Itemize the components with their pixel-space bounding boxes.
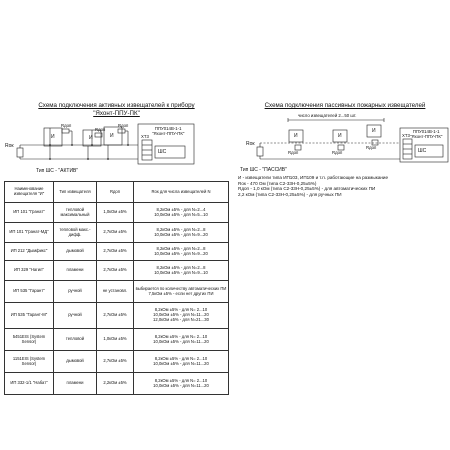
legend-line-3: Rдоп - 1,0 кОм (типа С2-33Н-0,25±5%) - для автоматических ПИ: [238, 186, 376, 192]
left-panel-label: [152, 126, 184, 136]
cell-name: ИП 535 "Гарант-М": [5, 303, 54, 329]
cell-type: пламени: [54, 261, 97, 281]
cell-name: ИП 212 "Дымфикс": [5, 243, 54, 261]
cell-type: тепловой макс.-дифф.: [54, 223, 97, 243]
cell-rok: 8,2кОм ±5% - для N=2...8 10,0кОм ±5% - для N=9...20: [134, 223, 229, 243]
cell-name: ИП 535 "Гарант": [5, 281, 54, 303]
right-detector-3-label: И: [372, 128, 376, 134]
right-loop-type: Тип ШС - "ПАССИВ": [240, 167, 287, 173]
left-panel-line2: "Яхонт-ППУ-ПК": [152, 131, 185, 137]
detector-spec-table: [4, 181, 229, 395]
cell-rdop: 2,7кОм ±5%: [97, 261, 134, 281]
cell-rdop: 2,2кОм ±5%: [97, 373, 134, 395]
left-title-line2: "Яхонт-ППУ-ПК": [93, 109, 140, 117]
right-detector-1-label: И: [294, 133, 298, 139]
cell-rok: 8,2кОм ±5% - для N= 2...10 10,0кОм ±5% - для N=11...20: [134, 329, 229, 351]
cell-rok: 8,2кОм ±5% - для N= 2...10 10,0кОм ±5% - для N=11...20: [134, 351, 229, 373]
cell-type: тепловой: [54, 329, 97, 351]
table-body: [5, 203, 229, 395]
table-row: [5, 203, 229, 223]
header-type: Тип извещателя: [54, 182, 97, 203]
cell-rdop: 2,7кОм ±5%: [97, 351, 134, 373]
table-row: [5, 303, 229, 329]
left-detector-2-label: И: [89, 135, 93, 141]
left-rdop-1: [62, 129, 69, 133]
cell-rok: 8,2кОм ±5% - для N= 2...10 10,0кОм ±5% - для N=11...20: [134, 373, 229, 395]
left-title-line1: Схема подключения активных извещателей к прибору: [38, 102, 195, 109]
table-header-row: [5, 182, 229, 203]
left-rdop-2-label: Rдоп: [95, 127, 106, 132]
left-loop-type: Тип ШС - "АКТИВ": [36, 168, 79, 174]
header-name: Наименование извещателя "И": [5, 182, 54, 203]
right-count-label: число извещателей 2...50 шт.: [298, 113, 357, 118]
right-panel-line2: "Яхонт-ППУ-ПК": [410, 134, 443, 140]
left-shs-label: ШС: [158, 149, 167, 155]
left-detector-1-label: И: [51, 134, 55, 140]
cell-rdop: 2,7кОм ±5%: [97, 243, 134, 261]
cell-name: ИП 332-1/1 "Набат": [5, 373, 54, 395]
right-rdop-3-label: Rдоп: [366, 145, 377, 150]
header-rok: Rок для числа извещателей N: [134, 182, 229, 203]
left-xt3-label: ХТ3: [141, 134, 149, 139]
right-rdop-2-label: Rдоп: [332, 150, 343, 155]
header-rdop: Rдоп: [97, 182, 134, 203]
cell-type: тепловой максимальный: [54, 203, 97, 223]
right-xt3-label: ХТ3: [402, 133, 410, 138]
left-panel-line1: ППУ014В-1-1: [154, 126, 182, 131]
cell-rdop: 1,0кОм ±5%: [97, 203, 134, 223]
cell-rdop: 2,7кОм ±5%: [97, 223, 134, 243]
cell-name: ИП 101 "Гранат-МД": [5, 223, 54, 243]
right-rok-resistor: [257, 147, 263, 156]
cell-name: 5451EIS (System Sensor): [5, 329, 54, 351]
legend-line-2: Rок - 470 Ом (типа С2-33Н-0,25±5%): [238, 180, 317, 186]
cell-rok: 8,2кОм ±5% - для N=2...4 10,0кОм ±5% - для N=5...10: [134, 203, 229, 223]
cell-rok: 8,2кОм ±5% - для N=2...8 10,0кОм ±5% - для N=9...20: [134, 243, 229, 261]
legend-line-1: И - извещатели типа ИП103, ИП109 и т.п. работающие на размыкание: [238, 175, 389, 180]
cell-name: ИП 329 "Нагил": [5, 261, 54, 281]
cell-rok: 8,2кОм ±5% - для N= 2...10 10,0кОм ±5% - для N=11...20 12,0кОм ±5% - для N=21...30: [134, 303, 229, 329]
right-rok-label: Rок: [246, 141, 255, 147]
cell-rdop: 2,7кОм ±5%: [97, 303, 134, 329]
left-detector-3-label: И: [110, 133, 114, 139]
table-row: [5, 243, 229, 261]
cell-type: дымовой: [54, 351, 97, 373]
cell-rok: выбирается по количеству автоматических ПИ 7,5кОм ±5% - если нет других ПИ: [134, 281, 229, 303]
table-row: [5, 281, 229, 303]
cell-type: пламени: [54, 373, 97, 395]
left-rok-resistor: [17, 148, 23, 157]
table-row: [5, 373, 229, 395]
left-rdop-3: [118, 129, 125, 133]
cell-type: ручной: [54, 303, 97, 329]
cell-name: ИП 101 "Гранат": [5, 203, 54, 223]
table-row: [5, 261, 229, 281]
right-rdop-1-label: Rдоп: [288, 150, 299, 155]
left-rdop-3-label: Rдоп: [118, 123, 129, 128]
right-shs-label: ШС: [418, 148, 427, 154]
legend-line-4: 2,2 кОм (типа С2-33Н-0,25±5%) - для ручных ПИ: [238, 191, 342, 197]
right-panel-label: [410, 129, 442, 139]
right-detector-2-label: И: [338, 133, 342, 139]
right-title-text: Схема подключения пассивных пожарных извещателей: [264, 102, 426, 109]
cell-rdop: 1,0кОм ±5%: [97, 329, 134, 351]
cell-type: дымовой: [54, 243, 97, 261]
right-legend: [238, 175, 448, 197]
cell-name: 1151EIS (System Sensor): [5, 351, 54, 373]
left-rdop-1-label: Rдоп: [61, 123, 72, 128]
table-row: [5, 351, 229, 373]
table-row: [5, 223, 229, 243]
left-rok-label: Rок: [5, 143, 14, 149]
cell-type: ручной: [54, 281, 97, 303]
cell-rok: 8,2кОм ±5% - для N=2...8 10,0кОм ±5% - для N=9...10: [134, 261, 229, 281]
cell-rdop: не установл.: [97, 281, 134, 303]
right-panel-line1: ППУ014В-1-1: [412, 129, 440, 134]
table-row: [5, 329, 229, 351]
